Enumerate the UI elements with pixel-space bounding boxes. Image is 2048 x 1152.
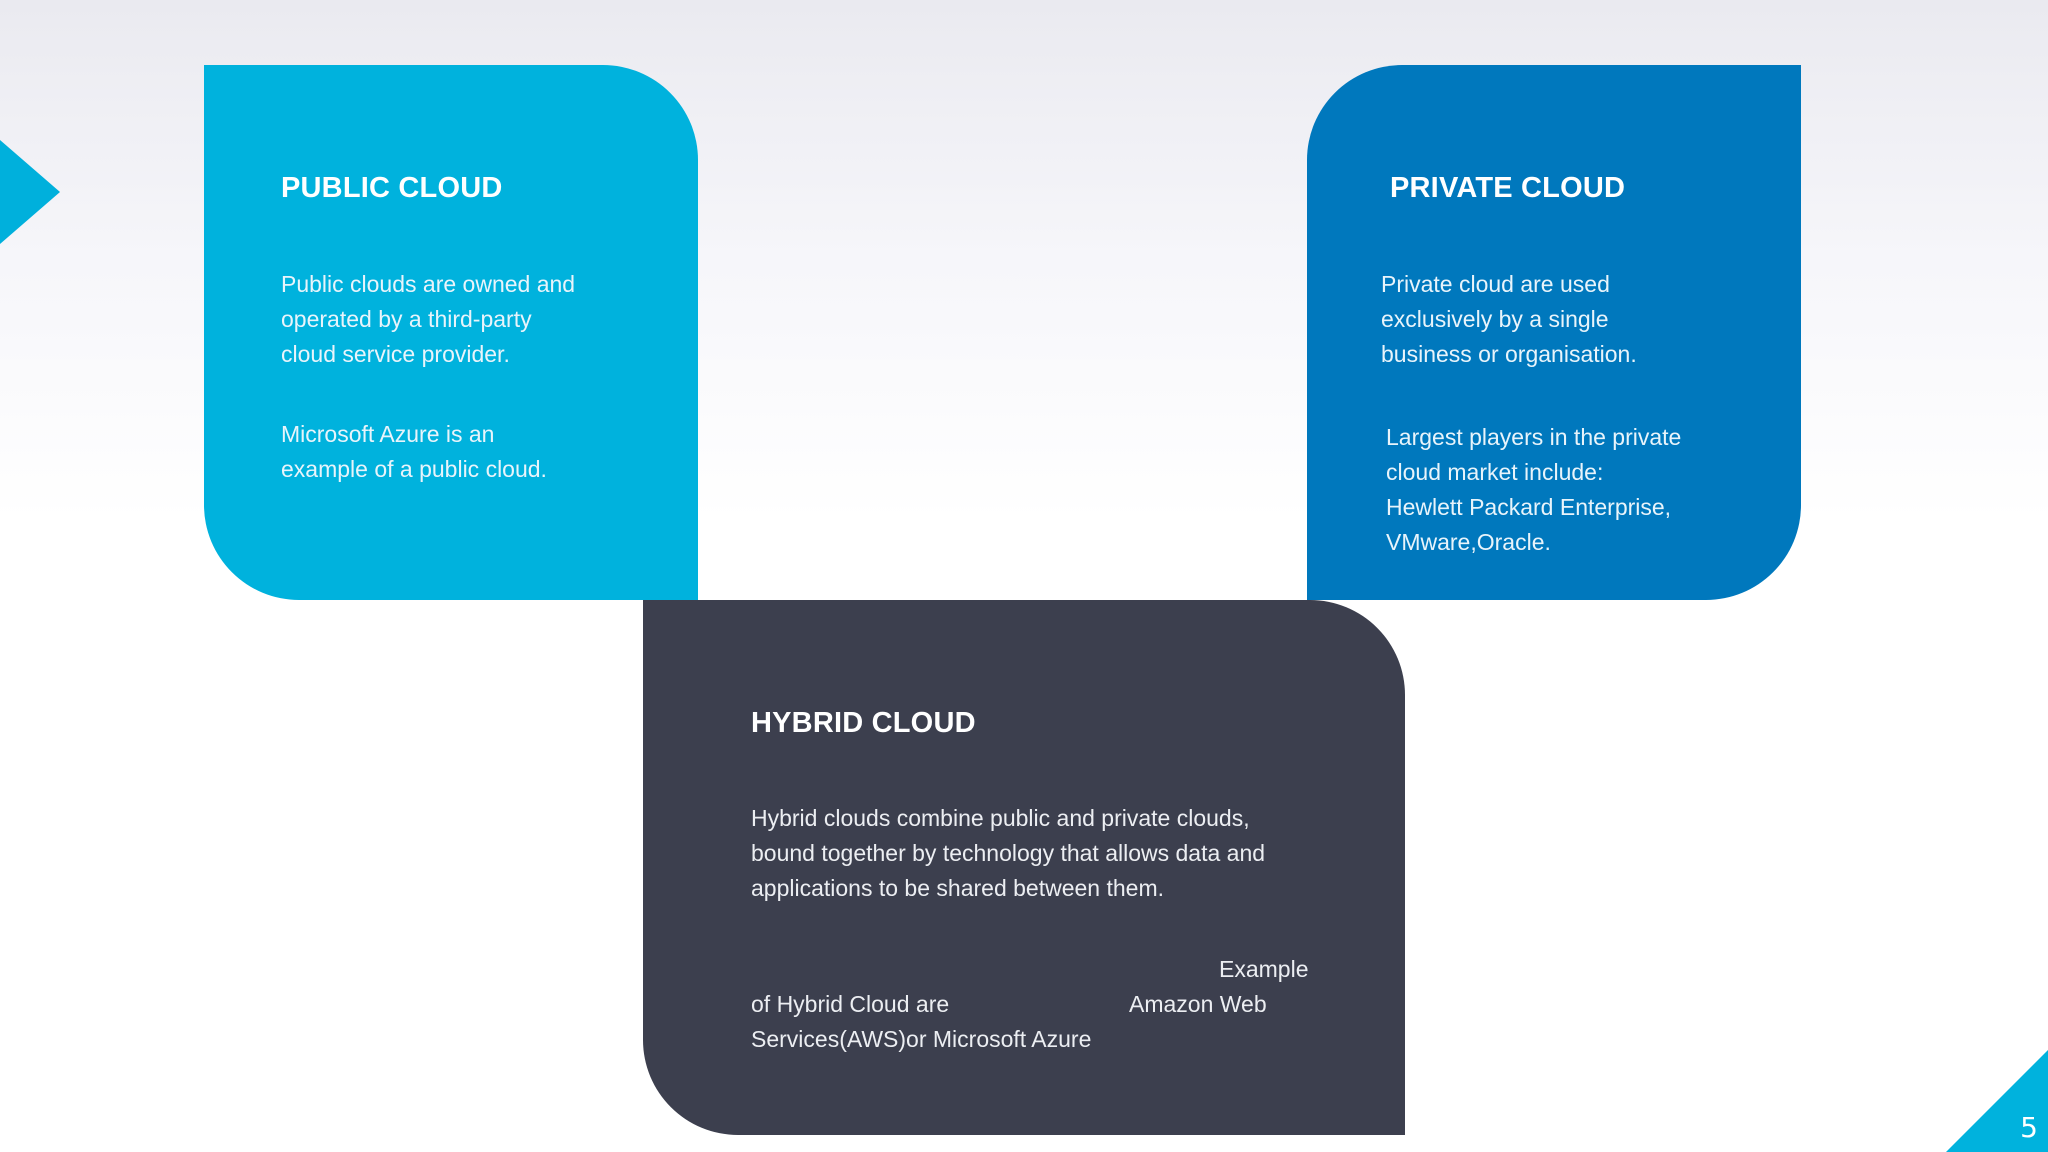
- hybrid-cloud-example-line-2b: Amazon Web: [1129, 991, 1267, 1017]
- private-cloud-description: Private cloud are used exclusively by a single business or organisation.: [1381, 271, 1637, 367]
- hybrid-cloud-example-line-1: Example: [1219, 956, 1309, 982]
- public-cloud-description: Public clouds are owned and operated by a third-party cloud service provider.: [281, 271, 576, 367]
- hybrid-cloud-description: Hybrid clouds combine public and private clouds, bound together by technology that allows data and applications to be shared between them.: [751, 805, 1266, 901]
- page-number: 5: [2020, 1111, 2038, 1144]
- hybrid-cloud-example-line-3: Services(AWS)or Microsoft Azure: [751, 1026, 1092, 1052]
- hybrid-cloud-title: HYBRID CLOUD: [751, 707, 976, 739]
- private-cloud-card: [1307, 65, 1801, 600]
- left-arrow-decoration: [0, 140, 60, 244]
- private-cloud-title: PRIVATE CLOUD: [1390, 172, 1626, 204]
- public-cloud-title: PUBLIC CLOUD: [281, 172, 503, 204]
- private-cloud-players: Largest players in the private cloud market include: Hewlett Packard Enterprise, VMware,Oracle.: [1386, 424, 1682, 555]
- public-cloud-card: [204, 65, 698, 600]
- hybrid-cloud-card: [643, 600, 1405, 1135]
- public-cloud-example: Microsoft Azure is an example of a public cloud.: [281, 421, 547, 482]
- hybrid-cloud-example-line-2a: of Hybrid Cloud are: [751, 991, 950, 1017]
